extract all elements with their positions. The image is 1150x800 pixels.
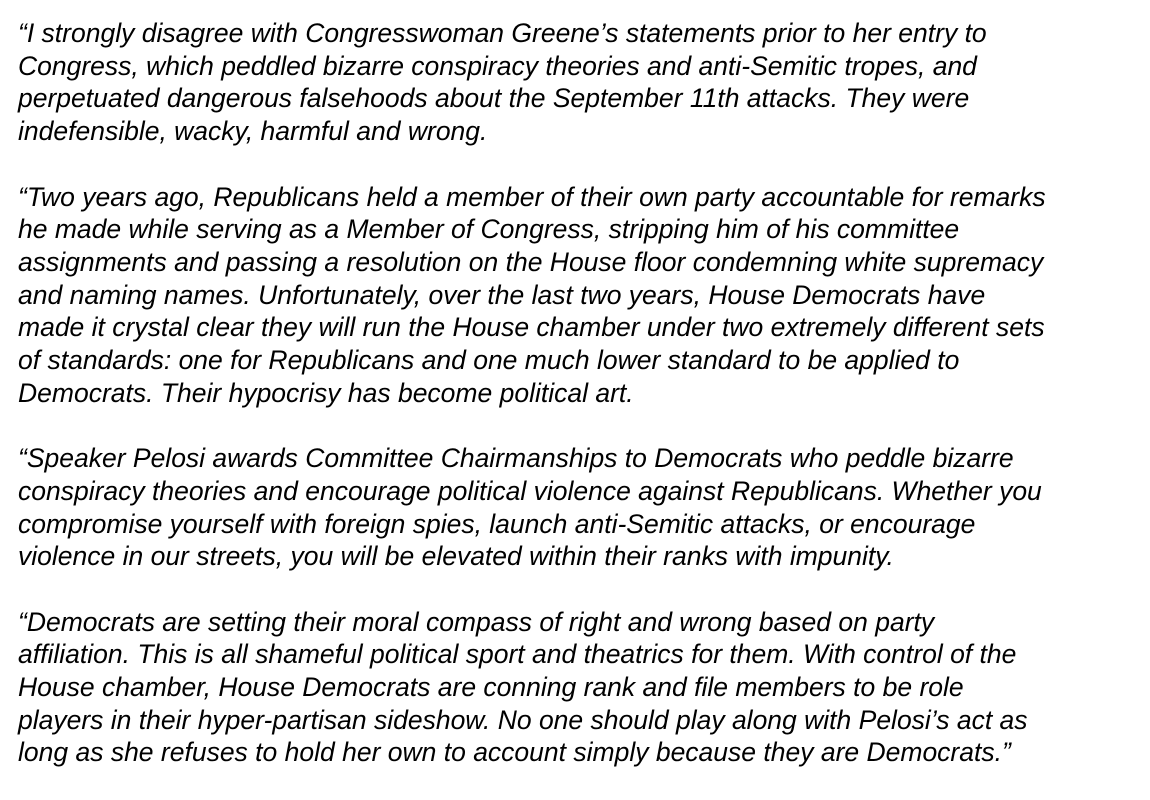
text-line: indefensible, wacky, harmful and wrong. [18, 116, 488, 147]
text-line: compromise yourself with foreign spies, launch anti-Semitic attacks, or encourage [18, 508, 976, 539]
text-line: “I strongly disagree with Congresswoman Greene’s statements prior to her entry to [18, 18, 987, 48]
text-line: and naming names. Unfortunately, over the last two years, House Democrats have [18, 279, 986, 310]
text-line: made it crystal clear they will run the House chamber under two extremely different sets [18, 312, 1045, 343]
text-line: affiliation. This is all shameful political sport and theatrics for them. With control of the [18, 639, 1017, 670]
text-line: players in their hyper-partisan sideshow. No one should play along with Pelosi’s act as [18, 704, 1028, 735]
text-line: “Democrats are setting their moral compass of right and wrong based on party [18, 606, 935, 637]
text-line: assignments and passing a resolution on the House floor condemning white supremacy [18, 246, 1044, 277]
paragraph-speaker-pelosi [18, 442, 1130, 573]
text-line: he made while serving as a Member of Congress, stripping him of his committee [18, 214, 960, 245]
text-line: “Speaker Pelosi awards Committee Chairmanships to Democrats who peddle bizarre [18, 443, 1014, 474]
text-line: perpetuated dangerous falsehoods about the September 11th attacks. They were [18, 83, 970, 114]
paragraph-moral-compass [18, 606, 1130, 770]
text-line: long as she refuses to hold her own to account simply because they are Democrats.” [18, 737, 1011, 768]
text-line: Democrats. Their hypocrisy has become political art. [18, 377, 634, 408]
text-line: of standards: one for Republicans and one much lower standard to be applied to [18, 345, 960, 376]
paragraph-two-years-ago [18, 181, 1130, 410]
text-line: Congress, which peddled bizarre conspiracy theories and anti-Semitic tropes, and [18, 50, 977, 81]
text-line: conspiracy theories and encourage political violence against Republicans. Whether you [18, 475, 1042, 506]
text-line: “Two years ago, Republicans held a member of their own party accountable for remarks [18, 181, 1046, 212]
text-line: House chamber, House Democrats are conning rank and file members to be role [18, 672, 964, 703]
text-line: violence in our streets, you will be elevated within their ranks with impunity. [18, 541, 894, 572]
paragraph-greene-statements [18, 17, 1130, 148]
